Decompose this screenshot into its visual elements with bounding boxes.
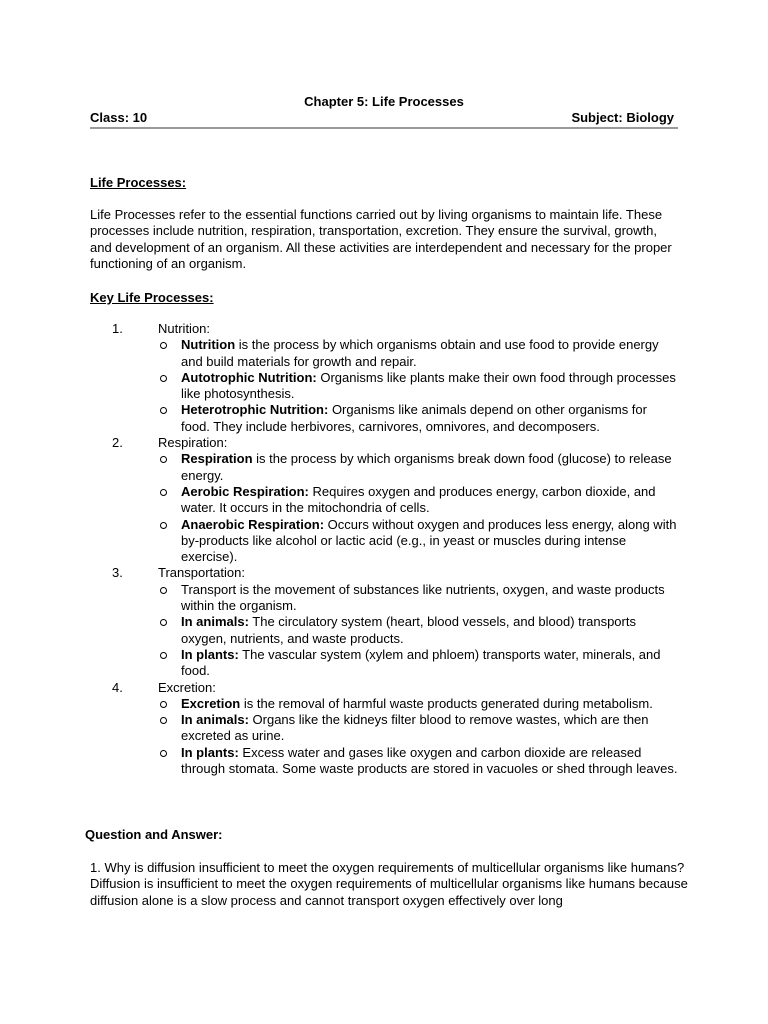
- hollow-bullet-icon: [160, 407, 167, 414]
- subject-label: Subject: Biology: [571, 110, 674, 125]
- sub-item: Respiration is the process by which organisms break down food (glucose) to release energy.: [90, 451, 679, 484]
- list-number: 4.: [112, 679, 123, 695]
- hollow-bullet-icon: [160, 375, 167, 382]
- sub-item: In plants: The vascular system (xylem and phloem) transports water, minerals, and food.: [90, 647, 679, 680]
- answer-text: Diffusion is insufficient to meet the oxygen requirements of multicellular organisms like humans because diffusion alone is a slow process and cannot transport oxygen effectively over long: [90, 876, 688, 908]
- list-number: 2.: [112, 435, 123, 451]
- list-item-respiration: [90, 435, 690, 565]
- key-life-processes-heading: Key Life Processes:: [90, 290, 214, 305]
- hollow-bullet-icon: [160, 587, 167, 594]
- list-item-nutrition: [90, 321, 690, 435]
- hollow-bullet-icon: [160, 456, 167, 463]
- list-item-label: Excretion:: [158, 679, 216, 695]
- life-processes-heading: Life Processes:: [90, 175, 187, 190]
- sub-item: In animals: Organs like the kidneys filter blood to remove wastes, which are then excreted as urine.: [90, 712, 679, 745]
- sub-item: Anaerobic Respiration: Occurs without oxygen and produces less energy, along with by-products like alcohol or lactic acid (e.g., in yeast or muscles during intense exercise).: [90, 517, 679, 566]
- hollow-bullet-icon: [160, 717, 167, 724]
- sub-item: Excretion is the removal of harmful waste products generated during metabolism.: [90, 696, 679, 712]
- chapter-title: Chapter 5: Life Processes: [304, 94, 464, 109]
- sub-item: Transport is the movement of substances like nutrients, oxygen, and waste products within the organism.: [90, 582, 679, 615]
- question-answer-heading: Question and Answer:: [85, 827, 223, 842]
- sub-item: Aerobic Respiration: Requires oxygen and produces energy, carbon dioxide, and water. It occurs in the mitochondria of cells.: [90, 484, 679, 517]
- hollow-bullet-icon: [160, 342, 167, 349]
- sub-list: [90, 451, 690, 565]
- list-item-label: Respiration:: [158, 435, 228, 451]
- qa-block: [90, 860, 690, 909]
- list-number: 1.: [112, 321, 123, 336]
- sub-item: In animals: The circulatory system (heart, blood vessels, and blood) transports oxygen, nutrients, and waste products.: [90, 614, 679, 647]
- class-label: Class: 10: [90, 110, 148, 125]
- hollow-bullet-icon: [160, 489, 167, 496]
- sub-item: Autotrophic Nutrition: Organisms like plants make their own food through processes like photosynthesis.: [90, 370, 679, 403]
- key-processes-list: [90, 321, 690, 777]
- question-text: 1. Why is diffusion insufficient to meet the oxygen requirements of multicellular organisms like humans?: [90, 860, 685, 875]
- sub-item: In plants: Excess water and gases like oxygen and carbon dioxide are released through stomata. Some waste products are stored in vacuoles or shed through leaves.: [90, 745, 679, 778]
- list-item-excretion: [90, 680, 690, 778]
- class-subject-header: [90, 110, 678, 129]
- hollow-bullet-icon: [160, 522, 167, 529]
- sub-item: Heterotrophic Nutrition: Organisms like animals depend on other organisms for food. They include herbivores, carnivores, omnivores, and decomposers.: [90, 402, 679, 435]
- hollow-bullet-icon: [160, 701, 167, 708]
- list-item-label: Nutrition:: [158, 321, 211, 336]
- list-item-label: Transportation:: [158, 565, 245, 581]
- hollow-bullet-icon: [160, 652, 167, 659]
- list-number: 3.: [112, 565, 123, 581]
- sub-item: Nutrition is the process by which organisms obtain and use food to provide energy and build materials for growth and repair.: [90, 337, 679, 370]
- intro-paragraph: Life Processes refer to the essential functions carried out by living organisms to maintain life. These processes include nutrition, respiration, transportation, excretion. They ensure the survival, growth, and development of an organism. All these activities are interdependent and necessary for the proper functioning of an organism.: [90, 207, 672, 271]
- sub-list: [90, 696, 690, 777]
- sub-list: [90, 582, 690, 680]
- list-item-transportation: [90, 565, 690, 679]
- sub-list: [90, 337, 690, 435]
- hollow-bullet-icon: [160, 750, 167, 757]
- hollow-bullet-icon: [160, 619, 167, 626]
